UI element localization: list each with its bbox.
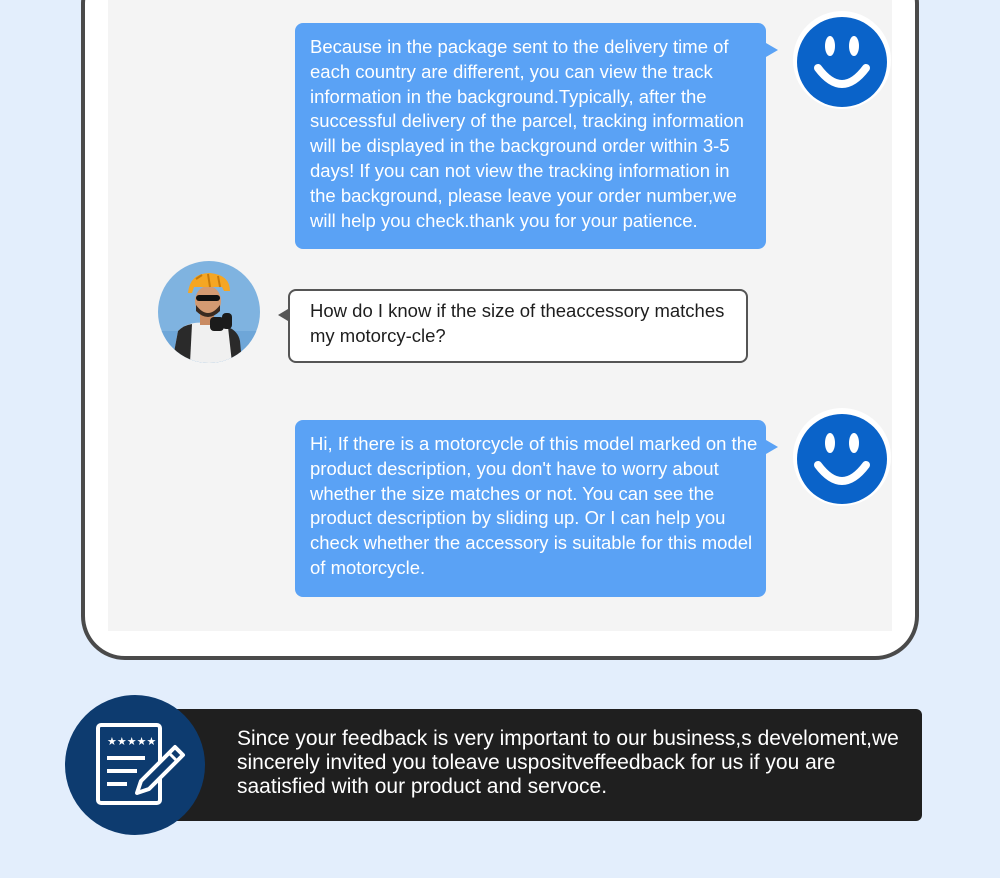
shop-message-bubble bbox=[295, 23, 766, 249]
user-avatar bbox=[158, 261, 260, 363]
cyclist-photo-avatar bbox=[158, 261, 260, 363]
chat-area bbox=[108, 0, 892, 631]
feedback-form-pen-icon bbox=[65, 695, 205, 835]
message-text: How do I know if the size of theaccessory matches my motorcy-cle? bbox=[310, 300, 725, 346]
svg-text:★★★★★: ★★★★★ bbox=[107, 735, 157, 748]
smiley-face-icon bbox=[792, 10, 892, 110]
shop-message-bubble bbox=[295, 420, 766, 597]
feedback-text: Since your feedback is very important to our business,s develoment,we sincerely invited you toleave uspositveffeedback for us if you are saatisfied with our product and servoce. bbox=[237, 727, 899, 798]
feedback-icon-circle bbox=[65, 695, 205, 835]
message-text: Because in the package sent to the delivery time of each country are different, you can view the track information in the background.Typically, after the successful delivery of the parcel, tracking information will be displayed in the background order within 3-5 days! If you can not view the tracking information in the background, please leave your order number,we will help you check.thank you for your patience. bbox=[310, 36, 744, 231]
shop-avatar bbox=[792, 407, 892, 507]
shop-avatar bbox=[792, 10, 892, 110]
phone-frame bbox=[81, 0, 919, 660]
message-text: Hi, If there is a motorcycle of this model marked on the product description, you don't have to worry about whether the size matches or not. You can see the product description by sliding up. Or I can help you check whether the accessory is suitable for this model of motorcycle. bbox=[310, 433, 758, 578]
feedback-banner bbox=[165, 709, 922, 821]
smiley-face-icon bbox=[792, 407, 892, 507]
user-message-bubble bbox=[288, 289, 748, 363]
